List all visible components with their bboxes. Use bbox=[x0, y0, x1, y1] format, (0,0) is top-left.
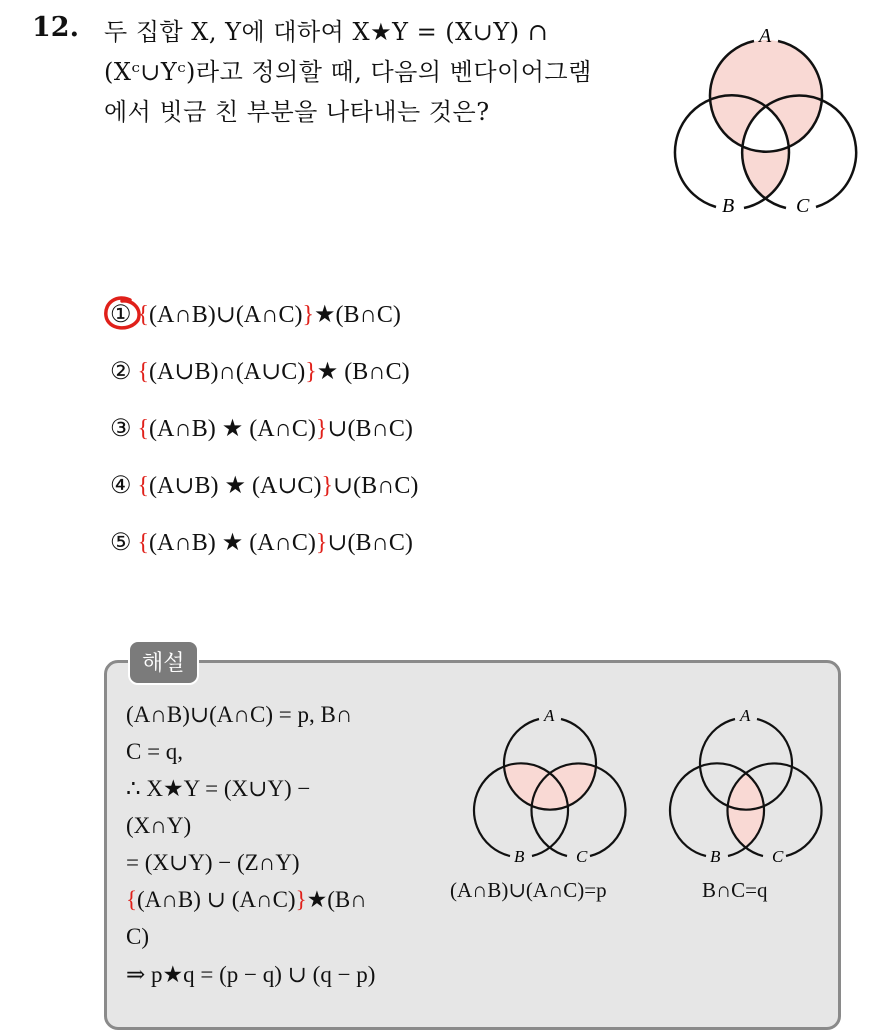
choice-1[interactable] bbox=[110, 300, 401, 329]
solution-line-1: (A∩B)∪(A∩C) = p, B∩ bbox=[126, 702, 353, 727]
brace-open: { bbox=[137, 359, 150, 385]
choice-expression-tail: ∪(B∩C) bbox=[332, 473, 419, 499]
choice-expression: (A∩B) ★ (A∩C) bbox=[149, 530, 316, 556]
solution-line-5: = (X∪Y) − (Z∩Y) bbox=[126, 850, 300, 875]
choice-4[interactable] bbox=[110, 471, 418, 500]
label-a: A bbox=[740, 706, 751, 725]
brace-close: } bbox=[302, 302, 314, 328]
answer-circle-mark bbox=[100, 292, 144, 336]
choice-number: ③ bbox=[110, 416, 132, 442]
venn-diagram-p bbox=[466, 702, 634, 872]
choice-3[interactable] bbox=[110, 414, 413, 443]
choice-expression-tail: ∪(B∩C) bbox=[327, 416, 413, 442]
choice-number: ② bbox=[110, 359, 132, 385]
solution-line-7: C) bbox=[126, 924, 149, 949]
brace-open: { bbox=[137, 473, 150, 499]
label-b: B bbox=[710, 847, 721, 866]
venn-caption-p: (A∩B)∪(A∩C)=p bbox=[450, 878, 607, 902]
label-c: C bbox=[796, 195, 810, 217]
label-c: C bbox=[772, 847, 784, 866]
choice-expression-tail: ∪(B∩C) bbox=[327, 530, 413, 556]
question-text-line-1: 두 집합 X, Y에 대하여 X★Y = (X∪Y) ∩ bbox=[104, 18, 549, 46]
label-b: B bbox=[514, 847, 525, 866]
choice-number: ④ bbox=[110, 473, 132, 499]
solution-line-2: C = q, bbox=[126, 739, 184, 764]
choice-expression: (A∩B)∪(A∩C) bbox=[149, 302, 303, 328]
choice-number: ⑤ bbox=[110, 530, 132, 556]
solution-line-6 bbox=[126, 887, 367, 913]
brace-close: } bbox=[321, 473, 333, 499]
brace-close: } bbox=[295, 887, 307, 912]
choice-expression: (A∩B) ★ (A∩C) bbox=[149, 416, 316, 442]
solution-expression: (A∩B) ∪ (A∩C) bbox=[137, 887, 296, 912]
solution-line-4: (X∩Y) bbox=[126, 813, 192, 838]
label-b: B bbox=[722, 195, 735, 217]
choice-5[interactable] bbox=[110, 528, 413, 557]
label-a: A bbox=[544, 706, 555, 725]
brace-open: { bbox=[126, 887, 138, 912]
brace-close: } bbox=[315, 416, 328, 442]
brace-close: } bbox=[315, 530, 328, 556]
solution-expression-tail: ★(B∩ bbox=[306, 887, 367, 912]
solution-tag: 해설 bbox=[128, 640, 199, 685]
choice-expression-tail: ★ (B∩C) bbox=[316, 359, 410, 385]
question-text-line-2: (Xᶜ∪Yᶜ)라고 정의할 때, 다음의 벤다이어그램 bbox=[104, 58, 592, 86]
choice-expression: (A∪B) ★ (A∪C) bbox=[149, 473, 322, 499]
solution-line-8: ⇒ p★q = (p − q) ∪ (q − p) bbox=[126, 962, 376, 987]
choice-number: ① bbox=[110, 302, 132, 328]
brace-open: { bbox=[137, 530, 150, 556]
label-a: A bbox=[759, 25, 772, 47]
choice-expression-tail: ★(B∩C) bbox=[314, 302, 401, 328]
venn-diagram-q bbox=[662, 702, 830, 872]
label-c: C bbox=[576, 847, 588, 866]
brace-open: { bbox=[137, 416, 150, 442]
solution-line-3: ∴ X★Y = (X∪Y) − bbox=[126, 776, 311, 801]
choice-expression: (A∪B)∩(A∪C) bbox=[149, 359, 306, 385]
choice-2[interactable] bbox=[110, 357, 410, 386]
brace-close: } bbox=[305, 359, 317, 385]
question-text-line-3: 에서 빗금 친 부분을 나타내는 것은? bbox=[104, 98, 490, 126]
brace-open: { bbox=[137, 302, 150, 328]
venn-diagram-main bbox=[668, 16, 864, 222]
venn-caption-q: B∩C=q bbox=[702, 878, 768, 902]
question-number: 12. bbox=[32, 12, 79, 43]
